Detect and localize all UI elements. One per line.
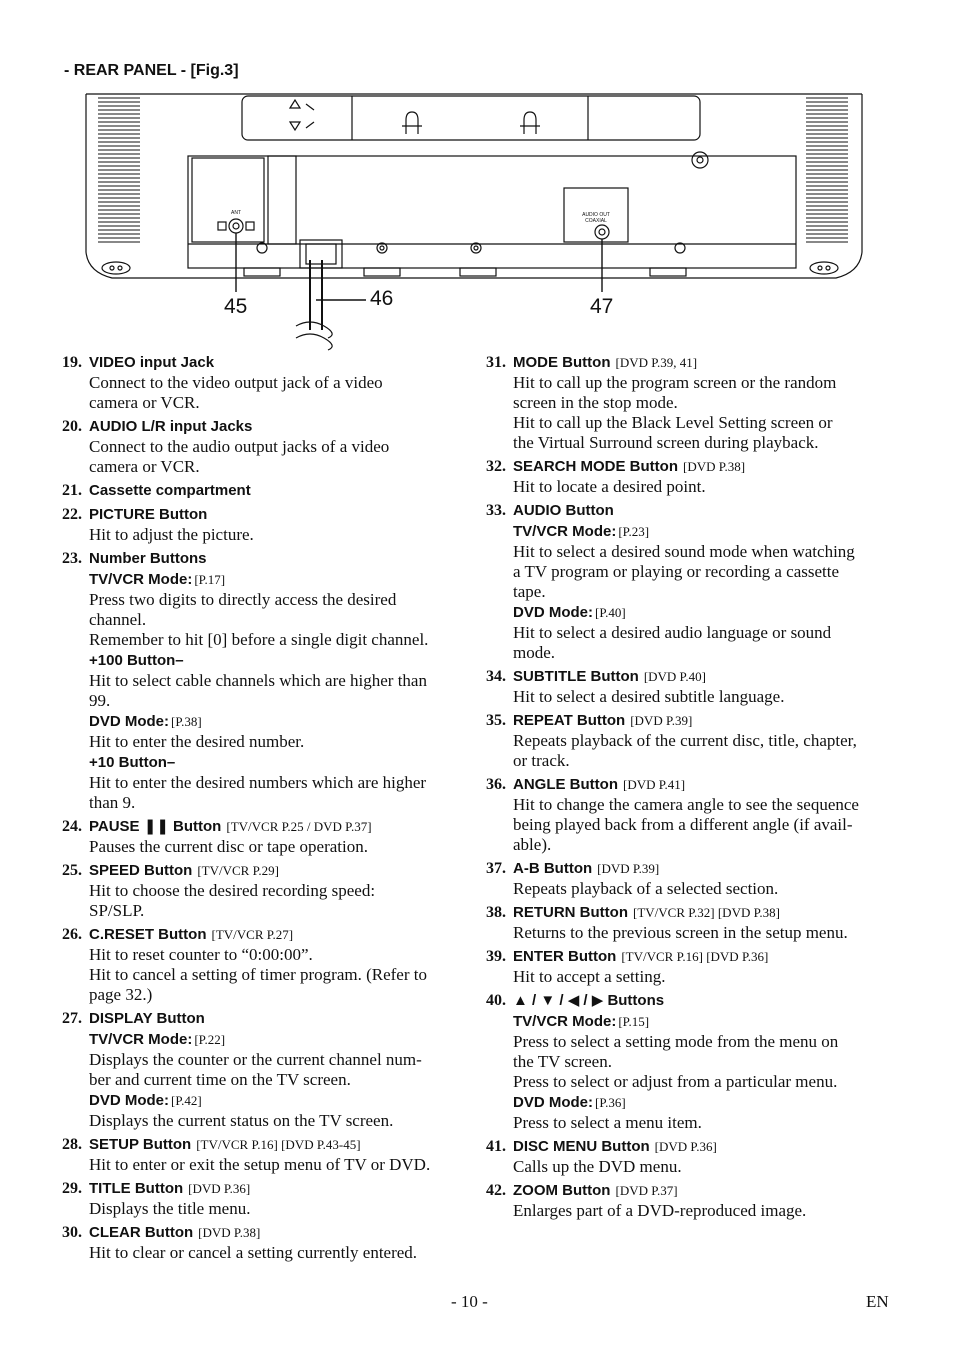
item-title: PAUSE ❚❚ Button	[89, 818, 222, 835]
item-description: a TV program or playing or recording a cassette	[513, 562, 840, 581]
item-description: Remember to hit [0] before a single digit channel.	[89, 630, 429, 649]
list-item	[62, 816, 474, 857]
item-number: 23.	[62, 550, 82, 567]
item-description: screen in the stop mode.	[513, 393, 678, 412]
item-title: RETURN Button	[513, 904, 628, 921]
item-heading	[62, 1134, 474, 1155]
item-title: CLEAR Button	[89, 1224, 194, 1241]
list-item	[486, 990, 896, 1133]
mode-label	[486, 602, 896, 623]
list-item	[62, 504, 474, 545]
page-reference: [DVD P.39, 41]	[615, 355, 698, 370]
item-description: Connect to the video output jack of a video	[89, 373, 383, 392]
list-item	[486, 902, 896, 943]
item-heading	[62, 504, 474, 525]
item-title: A-B Button	[513, 860, 593, 877]
mode-label	[62, 569, 474, 590]
item-description: being played back from a different angle (if avail-	[513, 815, 853, 834]
item-description: Displays the title menu.	[89, 1199, 251, 1218]
page-reference: [P.38]	[171, 714, 202, 729]
list-item	[486, 858, 896, 899]
item-number: 20.	[62, 418, 82, 435]
mode-label	[62, 711, 474, 732]
item-title: TITLE Button	[89, 1180, 184, 1197]
item-title: MODE Button	[513, 354, 611, 371]
item-description: able).	[513, 835, 552, 854]
left-column	[62, 352, 474, 1266]
item-heading	[62, 480, 474, 501]
item-description: Hit to call up the Black Level Setting screen or	[513, 413, 833, 432]
list-item	[486, 774, 896, 855]
list-item	[62, 924, 474, 1005]
item-number: 42.	[486, 1182, 506, 1199]
item-heading	[486, 902, 896, 923]
page-reference: [P.17]	[194, 572, 226, 587]
mode-name: DVD Mode:	[89, 713, 169, 730]
item-title: AUDIO Button	[513, 502, 614, 519]
item-heading	[62, 1178, 474, 1199]
list-item	[486, 352, 896, 453]
list-item	[62, 480, 474, 501]
item-title: ZOOM Button	[513, 1182, 611, 1199]
page-reference: [DVD P.36]	[654, 1139, 717, 1154]
callout-46: 46	[370, 287, 394, 310]
mode-name: +10 Button–	[89, 754, 176, 771]
mode-label	[486, 521, 896, 542]
mode-label	[62, 650, 474, 671]
item-number: 36.	[486, 776, 506, 793]
page-reference: [DVD P.36]	[188, 1181, 251, 1196]
item-heading	[486, 500, 896, 521]
item-number: 31.	[486, 354, 506, 371]
page-reference: [DVD P.38]	[683, 459, 746, 474]
item-description: Hit to enter the desired number.	[89, 732, 305, 751]
item-description: Hit to select a desired subtitle language.	[513, 687, 785, 706]
item-description: mode.	[513, 643, 556, 662]
item-heading	[486, 1136, 896, 1157]
item-heading	[486, 456, 896, 477]
mode-name: TV/VCR Mode:	[89, 1031, 193, 1048]
list-item	[486, 1136, 896, 1177]
item-description: Press to select a menu item.	[513, 1113, 702, 1132]
item-description: Hit to choose the desired recording speed:	[89, 881, 376, 900]
page-reference: [P.23]	[618, 524, 650, 539]
item-description: or track.	[513, 751, 570, 770]
item-heading	[486, 710, 896, 731]
item-description: Hit to locate a desired point.	[513, 477, 706, 496]
item-description: camera or VCR.	[89, 457, 200, 476]
item-number: 39.	[486, 948, 506, 965]
item-description: SP/SLP.	[89, 901, 145, 920]
callout-45: 45	[224, 295, 248, 318]
item-number: 33.	[486, 502, 506, 519]
item-title: SETUP Button	[89, 1136, 192, 1153]
mode-name: TV/VCR Mode:	[513, 1013, 617, 1030]
list-item	[486, 500, 896, 663]
item-title: ENTER Button	[513, 948, 617, 965]
item-description: Returns to the previous screen in the setup menu.	[513, 923, 848, 942]
item-number: 28.	[62, 1136, 82, 1153]
mode-label	[62, 1029, 474, 1050]
item-heading	[486, 858, 896, 879]
item-title: SEARCH MODE Button	[513, 458, 678, 475]
item-description: Hit to reset counter to “0:00:00”.	[89, 945, 313, 964]
item-title: C.RESET Button	[89, 926, 207, 943]
item-heading	[486, 666, 896, 687]
page-reference: [TV/VCR P.16] [DVD P.43-45]	[196, 1137, 361, 1152]
item-description: Displays the counter or the current channel num-	[89, 1050, 422, 1069]
item-description: Press two digits to directly access the desired	[89, 590, 397, 609]
list-item	[486, 666, 896, 707]
item-number: 32.	[486, 458, 506, 475]
item-description: Hit to change the camera angle to see the sequence	[513, 795, 859, 814]
item-number: 24.	[62, 818, 82, 835]
item-number: 21.	[62, 482, 82, 499]
item-description: than 9.	[89, 793, 136, 812]
list-item	[62, 1178, 474, 1219]
item-description: Repeats playback of the current disc, title, chapter,	[513, 731, 857, 750]
item-description: Hit to select a desired sound mode when watching	[513, 542, 855, 561]
list-item	[62, 1008, 474, 1131]
mode-name: +100 Button–	[89, 652, 184, 669]
item-description: Hit to enter or exit the setup menu of TV or DVD.	[89, 1155, 431, 1174]
right-column	[486, 352, 896, 1224]
item-number: 34.	[486, 668, 506, 685]
item-description: page 32.)	[89, 985, 153, 1004]
item-heading	[62, 816, 474, 837]
page-reference: [DVD P.39]	[597, 861, 660, 876]
callout-47: 47	[590, 295, 614, 318]
page-reference: [P.22]	[194, 1032, 226, 1047]
item-number: 30.	[62, 1224, 82, 1241]
item-heading	[62, 924, 474, 945]
item-number: 19.	[62, 354, 82, 371]
list-item	[62, 416, 474, 477]
item-description: Enlarges part of a DVD-reproduced image.	[513, 1201, 807, 1220]
page-reference: [DVD P.38]	[198, 1225, 261, 1240]
item-heading	[62, 548, 474, 569]
item-heading	[62, 1222, 474, 1243]
item-description: Hit to clear or cancel a setting currently entered.	[89, 1243, 418, 1262]
item-description: camera or VCR.	[89, 393, 200, 412]
jack-label: AUDIO OUT	[582, 212, 610, 218]
mode-name: TV/VCR Mode:	[513, 523, 617, 540]
page-reference: [TV/VCR P.25 / DVD P.37]	[226, 819, 372, 834]
item-heading	[486, 1180, 896, 1201]
item-heading	[62, 352, 474, 373]
page-reference: [DVD P.37]	[615, 1183, 678, 1198]
item-title: Number Buttons	[89, 550, 207, 567]
mode-label	[62, 752, 474, 773]
mode-name: DVD Mode:	[89, 1092, 169, 1109]
item-description: Hit to accept a setting.	[513, 967, 666, 986]
item-title: AUDIO L/R input Jacks	[89, 418, 253, 435]
item-number: 27.	[62, 1010, 82, 1027]
item-title: ANGLE Button	[513, 776, 618, 793]
item-title: PICTURE Button	[89, 506, 208, 523]
item-description: the TV screen.	[513, 1052, 612, 1071]
item-number: 26.	[62, 926, 82, 943]
mode-label	[62, 1090, 474, 1111]
list-item	[486, 1180, 896, 1221]
item-description: Repeats playback of a selected section.	[513, 879, 779, 898]
page-reference: [DVD P.39]	[630, 713, 693, 728]
item-description: Hit to select a desired audio language or sound	[513, 623, 832, 642]
page-reference: [P.36]	[595, 1095, 626, 1110]
item-description: Hit to call up the program screen or the random	[513, 373, 837, 392]
mode-name: DVD Mode:	[513, 604, 593, 621]
mode-name: DVD Mode:	[513, 1094, 593, 1111]
item-number: 25.	[62, 862, 82, 879]
page-reference: [P.15]	[618, 1014, 650, 1029]
page-reference: [P.42]	[171, 1093, 202, 1108]
item-description: Pauses the current disc or tape operation.	[89, 837, 368, 856]
item-heading	[486, 946, 896, 967]
item-description: ber and current time on the TV screen.	[89, 1070, 351, 1089]
list-item	[62, 1134, 474, 1175]
item-description: Press to select or adjust from a particular menu.	[513, 1072, 838, 1091]
page-reference: [TV/VCR P.32] [DVD P.38]	[632, 905, 780, 920]
jack-sub-label: COAXIAL	[585, 218, 607, 224]
item-description: Calls up the DVD menu.	[513, 1157, 682, 1176]
item-description: Connect to the audio output jacks of a video	[89, 437, 390, 456]
item-number: 37.	[486, 860, 506, 877]
item-title: ▲ / ▼ / ◀ / ▶ Buttons	[513, 992, 665, 1009]
list-item	[62, 860, 474, 921]
item-heading	[62, 860, 474, 881]
list-item	[486, 456, 896, 497]
item-number: 22.	[62, 506, 82, 523]
mode-label	[486, 1011, 896, 1032]
item-number: 35.	[486, 712, 506, 729]
item-number: 41.	[486, 1138, 506, 1155]
item-heading	[62, 1008, 474, 1029]
item-title: DISPLAY Button	[89, 1010, 205, 1027]
page-reference: [TV/VCR P.27]	[211, 927, 294, 942]
item-description: channel.	[89, 610, 147, 629]
mode-name: TV/VCR Mode:	[89, 571, 193, 588]
page-reference: [P.40]	[595, 605, 626, 620]
item-description: Displays the current status on the TV screen.	[89, 1111, 394, 1130]
page-reference: [DVD P.40]	[643, 669, 706, 684]
item-heading	[486, 990, 896, 1011]
item-number: 29.	[62, 1180, 82, 1197]
list-item	[62, 1222, 474, 1263]
item-title: DISC MENU Button	[513, 1138, 650, 1155]
item-heading	[486, 774, 896, 795]
item-title: Cassette compartment	[89, 482, 251, 499]
item-heading	[486, 352, 896, 373]
item-number: 40.	[486, 992, 506, 1009]
list-item	[62, 548, 474, 813]
list-item	[486, 710, 896, 771]
item-description: tape.	[513, 582, 546, 601]
page-reference: [TV/VCR P.29]	[197, 863, 279, 878]
list-item	[486, 946, 896, 987]
item-description: 99.	[89, 691, 111, 710]
page-reference: [TV/VCR P.16] [DVD P.36]	[621, 949, 769, 964]
page-reference: [DVD P.41]	[622, 777, 686, 792]
item-description: Hit to cancel a setting of timer program. (Refer to	[89, 965, 427, 984]
item-description: Hit to select cable channels which are higher than	[89, 671, 427, 690]
item-title: SUBTITLE Button	[513, 668, 639, 685]
item-title: VIDEO input Jack	[89, 354, 215, 371]
item-number: 38.	[486, 904, 506, 921]
item-description: Press to select a setting mode from the menu on	[513, 1032, 839, 1051]
svg-text:ANT: ANT	[231, 210, 241, 216]
language-code: EN	[866, 1292, 889, 1311]
mode-label	[486, 1092, 896, 1113]
item-description: Hit to adjust the picture.	[89, 525, 254, 544]
item-title: SPEED Button	[89, 862, 193, 879]
item-heading	[62, 416, 474, 437]
list-item	[62, 352, 474, 413]
rear-panel-figure	[84, 92, 864, 360]
item-description: Hit to enter the desired numbers which are higher	[89, 773, 427, 792]
section-heading: - REAR PANEL - [Fig.3]	[64, 62, 239, 79]
item-title: REPEAT Button	[513, 712, 626, 729]
item-description: the Virtual Surround screen during playback.	[513, 433, 819, 452]
page-number: - 10 -	[451, 1292, 488, 1311]
